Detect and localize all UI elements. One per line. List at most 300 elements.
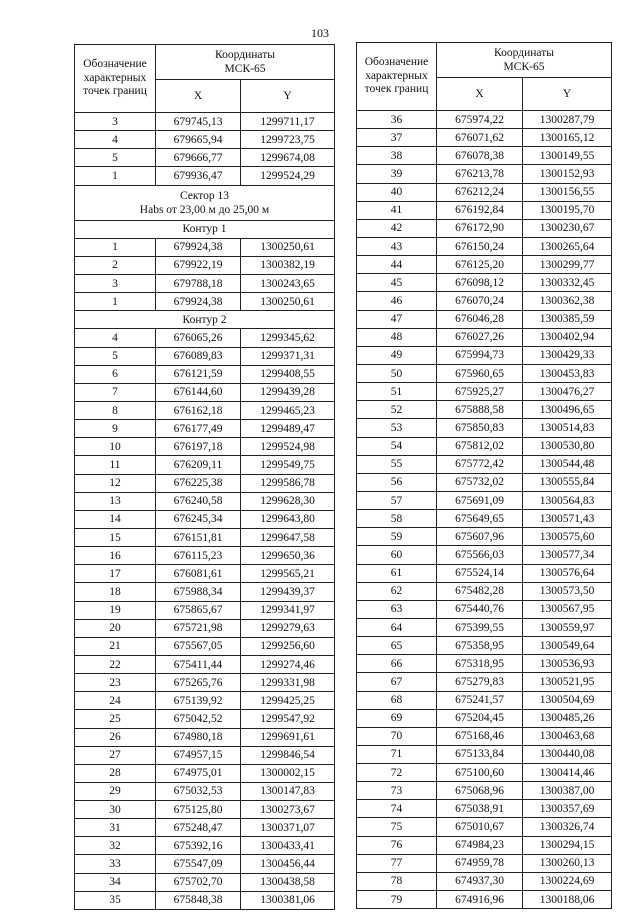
y-coordinate-cell: 1300571,43 xyxy=(523,510,612,528)
point-number-cell: 26 xyxy=(75,728,156,746)
x-coordinate-cell: 676089,83 xyxy=(156,347,241,365)
table-row xyxy=(75,293,335,311)
x-coordinate-cell: 675960,65 xyxy=(437,364,523,382)
section-height-range: Нabs от 23,00 м до 25,00 м xyxy=(139,203,270,216)
y-coordinate-cell: 1300326,74 xyxy=(523,818,612,836)
x-coordinate-cell: 675566,03 xyxy=(437,546,523,564)
header-point-designation: Обозначение характерных точек границ xyxy=(357,43,437,111)
y-coordinate-cell: 1300536,93 xyxy=(523,655,612,673)
y-coordinate-cell: 1300382,19 xyxy=(241,256,335,274)
x-coordinate-cell: 675850,83 xyxy=(437,419,523,437)
y-coordinate-cell: 1299674,08 xyxy=(241,149,335,167)
x-coordinate-cell: 674916,96 xyxy=(437,891,523,909)
table-row xyxy=(75,710,335,728)
table-row xyxy=(357,147,612,165)
point-number-cell: 23 xyxy=(75,674,156,692)
y-coordinate-cell: 1300224,69 xyxy=(523,872,612,890)
point-number-cell: 78 xyxy=(357,872,437,890)
x-coordinate-cell: 676150,24 xyxy=(437,237,523,255)
point-number-cell: 39 xyxy=(357,165,437,183)
point-number-cell: 76 xyxy=(357,836,437,854)
y-coordinate-cell: 1299274,46 xyxy=(241,655,335,673)
y-coordinate-cell: 1300577,34 xyxy=(523,546,612,564)
x-coordinate-cell: 675038,91 xyxy=(437,800,523,818)
table-row xyxy=(75,855,335,873)
x-coordinate-cell: 676115,23 xyxy=(156,547,241,565)
point-number-cell: 74 xyxy=(357,800,437,818)
point-number-cell: 51 xyxy=(357,383,437,401)
x-coordinate-cell: 675139,92 xyxy=(156,692,241,710)
y-coordinate-cell: 1299647,58 xyxy=(241,528,335,546)
point-number-cell: 34 xyxy=(75,873,156,891)
table-row xyxy=(357,564,612,582)
y-coordinate-cell: 1300195,70 xyxy=(523,201,612,219)
x-coordinate-cell: 675392,16 xyxy=(156,837,241,855)
y-coordinate-cell: 1300564,83 xyxy=(523,491,612,509)
y-coordinate-cell: 1299524,29 xyxy=(241,167,335,185)
x-coordinate-cell: 675042,52 xyxy=(156,710,241,728)
table-row xyxy=(357,727,612,745)
point-number-cell: 1 xyxy=(75,293,156,311)
y-coordinate-cell: 1299691,61 xyxy=(241,728,335,746)
header-x: X xyxy=(437,78,523,111)
point-number-cell: 65 xyxy=(357,637,437,655)
x-coordinate-cell: 674957,15 xyxy=(156,746,241,764)
table-row xyxy=(357,328,612,346)
y-coordinate-cell: 1299439,28 xyxy=(241,383,335,401)
x-coordinate-cell: 679665,94 xyxy=(156,131,241,149)
x-coordinate-cell: 675865,67 xyxy=(156,601,241,619)
x-coordinate-cell: 676209,11 xyxy=(156,456,241,474)
x-coordinate-cell: 675772,42 xyxy=(437,455,523,473)
y-coordinate-cell: 1300332,45 xyxy=(523,274,612,292)
x-coordinate-cell: 679666,77 xyxy=(156,149,241,167)
y-coordinate-cell: 1300544,48 xyxy=(523,455,612,473)
point-number-cell: 17 xyxy=(75,565,156,583)
table-row xyxy=(75,782,335,800)
x-coordinate-cell: 676125,20 xyxy=(437,256,523,274)
point-number-cell: 57 xyxy=(357,491,437,509)
point-number-cell: 49 xyxy=(357,346,437,364)
table-row xyxy=(75,456,335,474)
table-row xyxy=(357,854,612,872)
y-coordinate-cell: 1299341,97 xyxy=(241,601,335,619)
y-coordinate-cell: 1300573,50 xyxy=(523,582,612,600)
header-point-designation: Обозначение характерных точек границ xyxy=(75,45,156,113)
x-coordinate-cell: 675649,65 xyxy=(437,510,523,528)
x-coordinate-cell: 676078,38 xyxy=(437,147,523,165)
point-number-cell: 30 xyxy=(75,801,156,819)
point-number-cell: 42 xyxy=(357,219,437,237)
table-row xyxy=(357,836,612,854)
point-number-cell: 9 xyxy=(75,420,156,438)
table-row xyxy=(75,474,335,492)
coordinates-table-right xyxy=(356,42,612,909)
x-coordinate-cell: 676177,49 xyxy=(156,420,241,438)
x-coordinate-cell: 674975,01 xyxy=(156,764,241,782)
page-number: 103 xyxy=(311,26,329,40)
point-number-cell: 60 xyxy=(357,546,437,564)
x-coordinate-cell: 674980,18 xyxy=(156,728,241,746)
table-row xyxy=(357,891,612,909)
x-coordinate-cell: 676151,81 xyxy=(156,528,241,546)
x-coordinate-cell: 679788,18 xyxy=(156,274,241,292)
table-row xyxy=(75,438,335,456)
point-number-cell: 1 xyxy=(75,238,156,256)
point-number-cell: 12 xyxy=(75,474,156,492)
x-coordinate-cell: 675994,73 xyxy=(437,346,523,364)
table-row xyxy=(357,528,612,546)
y-coordinate-cell: 1300514,83 xyxy=(523,419,612,437)
x-coordinate-cell: 675482,28 xyxy=(437,582,523,600)
table-row xyxy=(357,473,612,491)
point-number-cell: 21 xyxy=(75,637,156,655)
point-number-cell: 46 xyxy=(357,292,437,310)
point-number-cell: 59 xyxy=(357,528,437,546)
x-coordinate-cell: 675279,83 xyxy=(437,673,523,691)
point-number-cell: 66 xyxy=(357,655,437,673)
y-coordinate-cell: 1300438,58 xyxy=(241,873,335,891)
table-row xyxy=(75,891,335,909)
point-number-cell: 8 xyxy=(75,401,156,419)
point-number-cell: 32 xyxy=(75,837,156,855)
table-row xyxy=(357,600,612,618)
x-coordinate-cell: 676240,58 xyxy=(156,492,241,510)
point-number-cell: 61 xyxy=(357,564,437,582)
x-coordinate-cell: 676027,26 xyxy=(437,328,523,346)
point-number-cell: 67 xyxy=(357,673,437,691)
x-coordinate-cell: 676172,90 xyxy=(437,219,523,237)
header-coordinate-system: МСК-65 xyxy=(224,63,266,75)
y-coordinate-cell: 1300002,15 xyxy=(241,764,335,782)
table-row xyxy=(75,637,335,655)
point-number-cell: 56 xyxy=(357,473,437,491)
y-coordinate-cell: 1300385,59 xyxy=(523,310,612,328)
y-coordinate-cell: 1300387,00 xyxy=(523,782,612,800)
contour-header-row xyxy=(75,220,335,238)
y-coordinate-cell: 1299331,98 xyxy=(241,674,335,692)
table-row xyxy=(357,310,612,328)
point-number-cell: 19 xyxy=(75,601,156,619)
table-row xyxy=(75,655,335,673)
table-row xyxy=(75,131,335,149)
y-coordinate-cell: 1299547,92 xyxy=(241,710,335,728)
x-coordinate-cell: 675812,02 xyxy=(437,437,523,455)
table-row xyxy=(357,637,612,655)
x-coordinate-cell: 679924,38 xyxy=(156,238,241,256)
section-header xyxy=(75,185,335,220)
x-coordinate-cell: 675732,02 xyxy=(437,473,523,491)
table-row xyxy=(75,329,335,347)
table-row xyxy=(75,528,335,546)
y-coordinate-cell: 1300147,83 xyxy=(241,782,335,800)
x-coordinate-cell: 675068,96 xyxy=(437,782,523,800)
x-coordinate-cell: 675567,05 xyxy=(156,637,241,655)
point-number-cell: 58 xyxy=(357,510,437,528)
point-number-cell: 24 xyxy=(75,692,156,710)
y-coordinate-cell: 1300152,93 xyxy=(523,165,612,183)
y-coordinate-cell: 1300429,33 xyxy=(523,346,612,364)
y-coordinate-cell: 1300260,13 xyxy=(523,854,612,872)
point-number-cell: 40 xyxy=(357,183,437,201)
x-coordinate-cell: 675721,98 xyxy=(156,619,241,637)
header-coordinates xyxy=(156,45,335,80)
table-row xyxy=(357,237,612,255)
contour-label: Контур 1 xyxy=(75,220,335,238)
point-number-cell: 1 xyxy=(75,167,156,185)
x-coordinate-cell: 676065,26 xyxy=(156,329,241,347)
y-coordinate-cell: 1300575,60 xyxy=(523,528,612,546)
table-row xyxy=(357,618,612,636)
table-row xyxy=(75,801,335,819)
x-coordinate-cell: 675241,57 xyxy=(437,691,523,709)
x-coordinate-cell: 674959,78 xyxy=(437,854,523,872)
x-coordinate-cell: 675125,80 xyxy=(156,801,241,819)
x-coordinate-cell: 676197,18 xyxy=(156,438,241,456)
point-number-cell: 79 xyxy=(357,891,437,909)
table-row xyxy=(357,491,612,509)
table-row xyxy=(75,347,335,365)
table-row xyxy=(75,837,335,855)
x-coordinate-cell: 676212,24 xyxy=(437,183,523,201)
coordinates-table-left xyxy=(74,44,335,910)
point-number-cell: 27 xyxy=(75,746,156,764)
y-coordinate-cell: 1299643,80 xyxy=(241,510,335,528)
point-number-cell: 64 xyxy=(357,618,437,636)
x-coordinate-cell: 675133,84 xyxy=(437,745,523,763)
table-row xyxy=(75,167,335,185)
x-coordinate-cell: 675888,58 xyxy=(437,401,523,419)
table-row xyxy=(357,455,612,473)
section-header-row xyxy=(75,185,335,220)
point-number-cell: 68 xyxy=(357,691,437,709)
y-coordinate-cell: 1300521,95 xyxy=(523,673,612,691)
point-number-cell: 2 xyxy=(75,256,156,274)
table-row xyxy=(75,420,335,438)
point-number-cell: 47 xyxy=(357,310,437,328)
x-coordinate-cell: 679924,38 xyxy=(156,293,241,311)
point-number-cell: 53 xyxy=(357,419,437,437)
x-coordinate-cell: 675168,46 xyxy=(437,727,523,745)
point-number-cell: 73 xyxy=(357,782,437,800)
table-row xyxy=(357,510,612,528)
header-y: Y xyxy=(241,80,335,113)
y-coordinate-cell: 1300287,79 xyxy=(523,111,612,129)
y-coordinate-cell: 1300156,55 xyxy=(523,183,612,201)
y-coordinate-cell: 1300555,84 xyxy=(523,473,612,491)
x-coordinate-cell: 675524,14 xyxy=(437,564,523,582)
x-coordinate-cell: 675925,27 xyxy=(437,383,523,401)
header-coordinates-title: Координаты xyxy=(494,47,554,59)
header-coordinates-title: Координаты xyxy=(215,49,275,61)
point-number-cell: 43 xyxy=(357,237,437,255)
point-number-cell: 70 xyxy=(357,727,437,745)
x-coordinate-cell: 675248,47 xyxy=(156,819,241,837)
y-coordinate-cell: 1300371,07 xyxy=(241,819,335,837)
point-number-cell: 37 xyxy=(357,129,437,147)
point-number-cell: 18 xyxy=(75,583,156,601)
y-coordinate-cell: 1300402,94 xyxy=(523,328,612,346)
table-row xyxy=(75,401,335,419)
section-title: Сектор 13 xyxy=(179,189,230,202)
x-coordinate-cell: 675691,09 xyxy=(437,491,523,509)
table-row xyxy=(357,219,612,237)
point-number-cell: 33 xyxy=(75,855,156,873)
point-number-cell: 52 xyxy=(357,401,437,419)
point-number-cell: 4 xyxy=(75,329,156,347)
point-number-cell: 63 xyxy=(357,600,437,618)
point-number-cell: 25 xyxy=(75,710,156,728)
table-row xyxy=(357,346,612,364)
header-y: Y xyxy=(523,78,612,111)
table-row xyxy=(357,419,612,437)
table-row xyxy=(357,401,612,419)
y-coordinate-cell: 1299345,62 xyxy=(241,329,335,347)
x-coordinate-cell: 676071,62 xyxy=(437,129,523,147)
x-coordinate-cell: 675411,44 xyxy=(156,655,241,673)
table-row xyxy=(357,709,612,727)
y-coordinate-cell: 1300230,67 xyxy=(523,219,612,237)
table-row xyxy=(75,619,335,637)
point-number-cell: 22 xyxy=(75,655,156,673)
y-coordinate-cell: 1300165,12 xyxy=(523,129,612,147)
point-number-cell: 29 xyxy=(75,782,156,800)
point-number-cell: 36 xyxy=(357,111,437,129)
table-row xyxy=(75,383,335,401)
y-coordinate-cell: 1299465,23 xyxy=(241,401,335,419)
y-coordinate-cell: 1300559,97 xyxy=(523,618,612,636)
y-coordinate-cell: 1300414,46 xyxy=(523,764,612,782)
point-number-cell: 69 xyxy=(357,709,437,727)
y-coordinate-cell: 1299489,47 xyxy=(241,420,335,438)
table-row xyxy=(75,692,335,710)
x-coordinate-cell: 675607,96 xyxy=(437,528,523,546)
x-coordinate-cell: 676245,34 xyxy=(156,510,241,528)
x-coordinate-cell: 679745,13 xyxy=(156,113,241,131)
y-coordinate-cell: 1299524,98 xyxy=(241,438,335,456)
y-coordinate-cell: 1299846,54 xyxy=(241,746,335,764)
point-number-cell: 14 xyxy=(75,510,156,528)
x-coordinate-cell: 676213,78 xyxy=(437,165,523,183)
table-row xyxy=(75,873,335,891)
point-number-cell: 71 xyxy=(357,745,437,763)
x-coordinate-cell: 675100,60 xyxy=(437,764,523,782)
point-number-cell: 3 xyxy=(75,274,156,292)
y-coordinate-cell: 1300250,61 xyxy=(241,293,335,311)
point-number-cell: 62 xyxy=(357,582,437,600)
y-coordinate-cell: 1299256,60 xyxy=(241,637,335,655)
table-row xyxy=(357,129,612,147)
table-row xyxy=(357,655,612,673)
table-row xyxy=(75,728,335,746)
point-number-cell: 10 xyxy=(75,438,156,456)
contour-label: Контур 2 xyxy=(75,311,335,329)
y-coordinate-cell: 1299371,31 xyxy=(241,347,335,365)
y-coordinate-cell: 1300294,15 xyxy=(523,836,612,854)
y-coordinate-cell: 1300265,64 xyxy=(523,237,612,255)
table-row xyxy=(357,183,612,201)
x-coordinate-cell: 675399,55 xyxy=(437,618,523,636)
x-coordinate-cell: 676225,38 xyxy=(156,474,241,492)
table-row xyxy=(357,165,612,183)
point-number-cell: 31 xyxy=(75,819,156,837)
table-row xyxy=(75,149,335,167)
point-number-cell: 20 xyxy=(75,619,156,637)
table-row xyxy=(357,872,612,890)
x-coordinate-cell: 676121,59 xyxy=(156,365,241,383)
table-row xyxy=(357,383,612,401)
y-coordinate-cell: 1300576,64 xyxy=(523,564,612,582)
y-coordinate-cell: 1300453,83 xyxy=(523,364,612,382)
point-number-cell: 5 xyxy=(75,149,156,167)
point-number-cell: 16 xyxy=(75,547,156,565)
x-coordinate-cell: 679936,47 xyxy=(156,167,241,185)
contour-header-row xyxy=(75,311,335,329)
table-row xyxy=(357,111,612,129)
point-number-cell: 54 xyxy=(357,437,437,455)
point-number-cell: 3 xyxy=(75,113,156,131)
table-row xyxy=(357,274,612,292)
table-row xyxy=(75,601,335,619)
y-coordinate-cell: 1299711,17 xyxy=(241,113,335,131)
point-number-cell: 72 xyxy=(357,764,437,782)
table-row xyxy=(75,583,335,601)
y-coordinate-cell: 1299549,75 xyxy=(241,456,335,474)
x-coordinate-cell: 675974,22 xyxy=(437,111,523,129)
y-coordinate-cell: 1299439,37 xyxy=(241,583,335,601)
table-row xyxy=(357,800,612,818)
y-coordinate-cell: 1300362,38 xyxy=(523,292,612,310)
y-coordinate-cell: 1300440,08 xyxy=(523,745,612,763)
table-row xyxy=(357,437,612,455)
y-coordinate-cell: 1300456,44 xyxy=(241,855,335,873)
table-body-left xyxy=(75,113,335,910)
table-row xyxy=(75,547,335,565)
table-row xyxy=(357,691,612,709)
y-coordinate-cell: 1300299,77 xyxy=(523,256,612,274)
table-row xyxy=(357,818,612,836)
y-coordinate-cell: 1299586,78 xyxy=(241,474,335,492)
point-number-cell: 41 xyxy=(357,201,437,219)
y-coordinate-cell: 1300530,80 xyxy=(523,437,612,455)
x-coordinate-cell: 675318,95 xyxy=(437,655,523,673)
y-coordinate-cell: 1300476,27 xyxy=(523,383,612,401)
point-number-cell: 75 xyxy=(357,818,437,836)
y-coordinate-cell: 1299408,55 xyxy=(241,365,335,383)
y-coordinate-cell: 1300496,65 xyxy=(523,401,612,419)
table-row xyxy=(75,492,335,510)
y-coordinate-cell: 1300485,26 xyxy=(523,709,612,727)
table-row xyxy=(357,292,612,310)
x-coordinate-cell: 674937,30 xyxy=(437,872,523,890)
point-number-cell: 13 xyxy=(75,492,156,510)
table-row xyxy=(357,256,612,274)
point-number-cell: 15 xyxy=(75,528,156,546)
point-number-cell: 48 xyxy=(357,328,437,346)
table-row xyxy=(75,746,335,764)
y-coordinate-cell: 1299650,36 xyxy=(241,547,335,565)
table-row xyxy=(75,674,335,692)
y-coordinate-cell: 1299425,25 xyxy=(241,692,335,710)
table-row xyxy=(75,764,335,782)
table-row xyxy=(357,201,612,219)
y-coordinate-cell: 1300243,65 xyxy=(241,274,335,292)
x-coordinate-cell: 675848,38 xyxy=(156,891,241,909)
point-number-cell: 45 xyxy=(357,274,437,292)
point-number-cell: 44 xyxy=(357,256,437,274)
point-number-cell: 5 xyxy=(75,347,156,365)
table-row xyxy=(357,764,612,782)
